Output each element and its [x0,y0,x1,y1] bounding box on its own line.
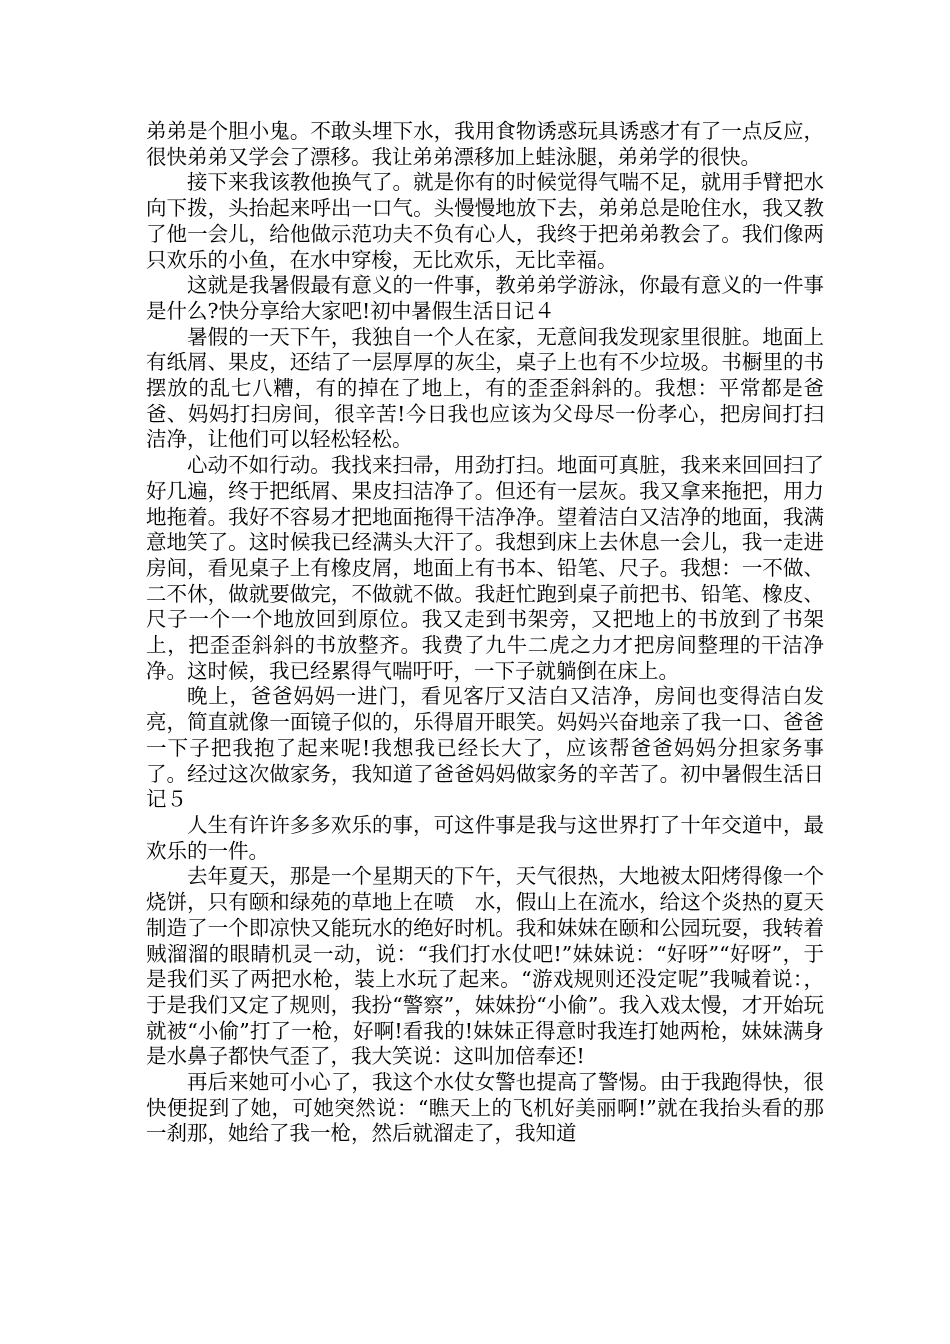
paragraph-7: 人生有许许多多欢乐的事，可这件事是我与这世界打了十年交道中，最欢乐的一件。 [146,812,824,863]
paragraph-4: 暑假的一天下午，我独自一个人在家，无意间我发现家里很脏。地面上有纸屑、果皮，还结了一层厚厚的灰尘，桌子上也有不少垃圾。书橱里的书摆放的乱七八糟，有的掉在了地上，有的歪歪斜斜的。我想：平常都是爸爸、妈妈打扫房间，很辛苦!今日我也应该为父母尽一份孝心，把房间打扫洁净，让他们可以轻松轻松。 [146,324,824,452]
paragraph-6: 晚上，爸爸妈妈一进门，看见客厅又洁白又洁净，房间也变得洁白发亮，简直就像一面镜子似的，乐得眉开眼笑。妈妈兴奋地亲了我一口、爸爸一下子把我抱了起来呢!我想我已经长大了，应该帮爸爸妈妈分担家务事了。经过这次做家务，我知道了爸爸妈妈做家务的辛苦了。初中暑假生活日记５ [146,684,824,812]
document-page [146,119,824,1147]
paragraph-1: 弟弟是个胆小鬼。不敢头埋下水，我用食物诱惑玩具诱惑才有了一点反应，很快弟弟又学会了漂移。我让弟弟漂移加上蛙泳腿，弟弟学的很快。 [146,119,824,169]
paragraph-3: 这就是我暑假最有意义的一件事，教弟弟学游泳，你最有意义的一件事是什么?快分享给大家吧!初中暑假生活日记４ [146,273,824,323]
paragraph-5: 心动不如行动。我找来扫帚，用劲打扫。地面可真脏，我来来回回扫了好几遍，终于把纸屑、果皮扫洁净了。但还有一层灰。我又拿来拖把，用力地拖着。我好不容易才把地面拖得干洁净净。望着洁白又洁净的地面，我满意地笑了。这时候我已经满头大汗了。我想到床上去休息一会儿，我一走进房间，看见桌子上有橡皮屑，地面上有书本、铅笔、尺子。我想：一不做、二不休，做就要做完，不做就不做。我赶忙跑到桌子前把书、铅笔、橡皮、尺子一个一个地放回到原位。我又走到书架旁，又把地上的书放到了书架上，把歪歪斜斜的书放整齐。我费了九牛二虎之力才把房间整理的干洁净净。这时候，我已经累得气喘吁吁，一下子就躺倒在床上。 [146,453,824,683]
paragraph-2: 接下来我该教他换气了。就是你有的时候觉得气喘不足，就用手臂把水向下拨，头抬起来呼出一口气。头慢慢地放下去，弟弟总是呛住水，我又教了他一会儿，给他做示范功夫不负有心人，我终于把弟弟教会了。我们像两只欢乐的小鱼，在水中穿梭，无比欢乐，无比幸福。 [146,170,824,272]
paragraph-9: 再后来她可小心了，我这个水仗女警也提高了警惕。由于我跑得快，很快便捉到了她，可她突然说：“瞧天上的飞机好美丽啊!”就在我抬头看的那一刹那，她给了我一枪，然后就溜走了，我知道 [146,1070,824,1146]
paragraph-8: 去年夏天，那是一个星期天的下午，天气很热，大地被太阳烤得像一个烧饼，只有颐和绿苑的草地上在喷 水，假山上在流水，给这个炎热的夏天制造了一个即凉快又能玩水的绝好时机。我和妹妹在颐和公园玩耍，我转着贼溜溜的眼睛机灵一动，说：“我们打水仗吧!”妹妹说：“好呀”“好呀”，于是我们买了两把水枪，装上水玩了起来。“游戏规则还没定呢”我喊着说：，于是我们又定了规则，我扮“警察”，妹妹扮“小偷”。我入戏太慢，才开始玩就被“小偷”打了一枪，好啊!看我的!妹妹正得意时我连打她两枪，妹妹满身是水鼻子都快气歪了，我大笑说：这叫加倍奉还! [146,864,824,1069]
